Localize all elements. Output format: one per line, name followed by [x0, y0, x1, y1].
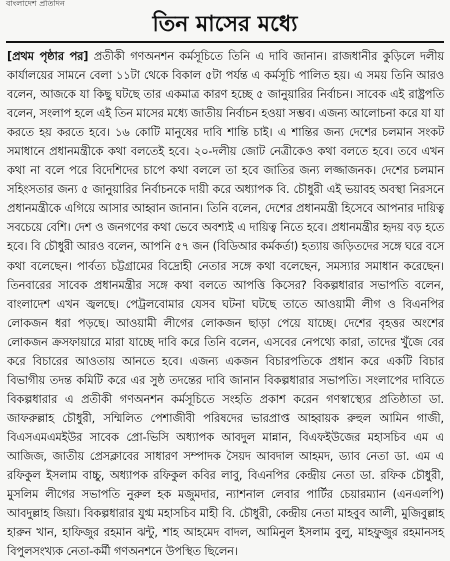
article-text: প্রতীকী গণঅনশন কর্মসূচিতে তিনি এ দাবি জানান। রাজধানীর কুড়িলে দলীয় কার্যালয়ের সামনে বেলা ১১টা থেকে বিকাল ৫টা পর্যন্ত এ কর্মসূচি পালিত হয়। এ সময় তিনি আরও বলেন, আজকে যা কিছু ঘটছে তার একমাত্র কারণ হচ্ছে ৫ জানুয়ারির নির্বাচন। সাবেক এই রাষ্ট্রপতি বলেন, সংলাপ হলে এই তিন মাসের মধ্যে জাতীয় নির্বাচন হওয়া সম্ভব। এজন্য আলোচনা করে যা যা করতে হয় করতে হবে। ১৬ কোটি মানুষের দাবি শান্তি চাই। এ শান্তির জন্য দেশের চলমান সংকট সমাধানে প্রধানমন্ত্রীকে কথা বলতেই হবে। ২০-দলীয় জোট নেত্রীকেও কথা বলতে হবে। তবে এখন কথা না বলে পরে বিদেশিদের চাপে কথা বললে তা হবে জাতির জন্য লজ্জাজনক। দেশের চলমান সহিংসতার জন্য ৫ জানুয়ারির নির্বাচনকে দায়ী করে অধ্যাপক বি. চৌধুরী এই ভয়াবহ অবস্থা নিরসনে প্রধানমন্ত্রীকে এগিয়ে আসার আহ্বান জানান। তিনি বলেন, দেশের প্রধানমন্ত্রী হিসেবে আপনার দায়িত্ব সবচেয়ে বেশি। দেশ ও জনগণের কথা ভেবে অবশ্যই এ দায়িত্ব নিতে হবে। প্রধানমন্ত্রীর হৃদয় বড় হতে হবে। বি চৌধুরী আরও বলেন, আপনি ৫৭ জন (বিডিআর কর্মকর্তা) হত্যায় জড়িতদের সঙ্গে ঘরে বসে কথা বলেছেন। পার্বত্য চট্টগ্রামের বিদ্রোহী নেতার সঙ্গে কথা বলেছেন, সমস্যার সমাধান করেছেন। তিনবারের সাবেক প্রধানমন্ত্রীর সঙ্গে কথা বলতে আপত্তি কিসের? বিকল্পধারার সভাপতি বলেন, বাংলাদেশ এখন জ্বলছে। পেট্রলবোমার যেসব ঘটনা ঘটছে তাতে আওয়ামী লীগ ও বিএনপির লোকজন ধরা পড়ছে। আওয়ামী লীগের লোকজন ছাড়া পেয়ে যাচ্ছে। দেশের বৃহত্তর অংশের লোকজন ক্রসফায়ারে মারা যাচ্ছে দাবি করে তিনি বলেন, এসবের নেপথ্যে কারা, তাদের খুঁজে বের করে বিচারের আওতায় আনতে হবে। এজন্য একজন বিচারপতিকে প্রধান করে একটি বিচার বিভাগীয় তদন্ত কমিটি করে এর সুষ্ঠ তদন্তের দাবি জানান বিকল্পধারার সভাপতি। সংলাপের দাবিতে বিকল্পধারার এ প্রতীকী গণঅনশন কর্মসূচিতে সংহতি প্রকাশ করেন গণস্বাস্থ্যের প্রতিষ্ঠাতা ডা. জাফরুল্লাহ চৌধুরী, সম্মিলিত পেশাজীবী পরিষদের ভারপ্রাপ্ত আহ্বায়ক রুহুল আমিন গাজী, বিএসএমএমইউর সাবেক প্রো-ভিসি অধ্যাপক আবদুল মান্নান, বিএফইউজের মহাসচিব এম এ আজিজ, জাতীয় প্রেসক্লাবের সাধারণ সম্পাদক সৈয়দ আবদাল আহমদ, ড্যাব নেতা ডা. এম এ রফিকুল ইসলাম বাচ্চু, অধ্যাপক রফিকুল কবির লাবু, বিএনপির কেন্দ্রীয় নেতা ডা. রফিক চৌধুরী, মুসলিম লীগের সভাপতি নুরুল হক মজুমদার, ন্যাশনাল লেবার পার্টির চেয়ারম্যান (এনএলপি) আবদুল্লাহ জিয়া। বিকল্পধারার যুগ্ম মহাসচিব মাহী বি. চৌধুরী, কেন্দ্রীয় নেতা মাহবুব আলী, মুজিবুল্লাহ হারুন খান, হাফিজুর রহমান ঝন্টু, শাহ আহমেদ বাদল, আমিনুল ইসলাম বুলু, মাহফুজুর রহমানসহ বিপুলসংখ্যক নেতা-কর্মী গণঅনশনে উপস্থিত ছিলেন। [7, 50, 444, 559]
page-header-strip: বাংলাদেশ প্রতিদিন [6, 0, 65, 8]
headline: তিন মাসের মধ্যে [6, 10, 444, 43]
article-body [7, 47, 444, 559]
continued-label: [প্রথম পৃষ্ঠার পর] [7, 50, 89, 63]
